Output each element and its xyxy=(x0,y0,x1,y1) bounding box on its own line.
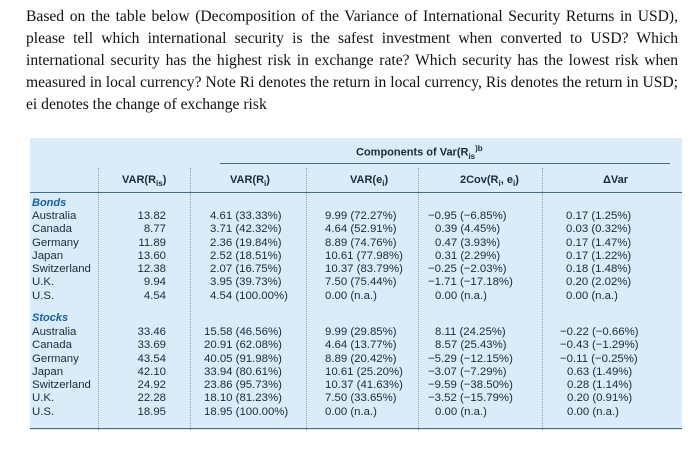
col-header-var-ris: $VAR(R_{is})$ xyxy=(122,174,167,189)
group-header xyxy=(356,144,483,161)
cell: 15.58 (46.56%) xyxy=(204,326,282,338)
cell: 8.89 (20.42%) xyxy=(325,352,397,365)
row-name: U.S. xyxy=(32,289,55,302)
cell: 10.61 (25.20%) xyxy=(325,365,403,378)
stocks-cov xyxy=(428,326,513,419)
cell: 4.64 (13.77%) xyxy=(325,339,397,352)
cell: 0.17 (1.25%) xyxy=(566,210,632,222)
cell: 40.05 (91.98%) xyxy=(204,352,282,365)
cell: 24.92 xyxy=(137,379,166,392)
cell: −0.95 (−6.85%) xyxy=(428,210,507,222)
cell: 7.50 (33.65%) xyxy=(325,392,397,405)
cell: −3.07 (−7.29%) xyxy=(428,365,507,378)
cell: 0.17 (1.47%) xyxy=(566,236,632,249)
stocks-var-ri xyxy=(204,326,288,419)
group-header-rule xyxy=(220,163,670,164)
col-separator xyxy=(190,168,191,430)
cell: 18.95 (100.00%) xyxy=(204,405,289,418)
cell: 18.10 (81.23%) xyxy=(204,392,282,405)
cell: 0.00 (n.a.) xyxy=(325,405,377,418)
cell: 0.00 (n.a.) xyxy=(566,289,618,302)
cell: 0.00 (n.a.) xyxy=(325,289,377,302)
cell: 10.37 (41.63%) xyxy=(325,379,403,392)
bonds-dvar xyxy=(566,210,631,303)
row-name: U.S. xyxy=(32,405,55,418)
stocks-var-ris xyxy=(120,326,166,419)
row-name: Switzerland xyxy=(32,263,91,276)
cell: 4.61 (33.33%) xyxy=(210,210,282,222)
col-separator xyxy=(98,168,99,430)
row-name: Japan xyxy=(32,365,64,378)
cell: 4.64 (52.91%) xyxy=(325,223,397,236)
col-separator xyxy=(418,168,419,430)
cell: −0.11 (−0.25%) xyxy=(560,352,638,365)
cell: 13.60 xyxy=(137,249,166,262)
cell: 3.95 (39.73%) xyxy=(210,276,282,289)
section-label-bonds: Bonds xyxy=(32,197,67,209)
cell: −0.25 (−2.03%) xyxy=(428,263,507,276)
cell: 0.03 (0.32%) xyxy=(566,223,632,236)
col-separator xyxy=(542,168,543,430)
cell: 8.77 xyxy=(143,223,166,236)
cell: 20.91 (62.08%) xyxy=(204,339,282,352)
group-header-sup: )b xyxy=(475,144,483,153)
cell: 8.11 (24.25%) xyxy=(435,326,506,338)
group-header-sub: is xyxy=(468,151,476,161)
header-rule xyxy=(30,192,682,193)
cell: 33.94 (80.61%) xyxy=(204,365,282,378)
row-name: Australia xyxy=(32,326,77,338)
cell: 12.38 xyxy=(137,263,166,276)
row-name: Germany xyxy=(32,352,79,365)
question-text: Based on the table below (Decomposition of the Variance of International Security Returns in USD), please tell which international security is the safest investment when converted to USD? Which international security has the highest risk in exchange rate? Which security has the lowest risk when measured in local currency? Note Ri denotes the return in local currency, Ris denotes the return in USD; ei denotes the change of exchange risk xyxy=(26,8,678,113)
cell: 0.18 (1.48%) xyxy=(566,263,632,276)
col-header-var-ri: $VAR(R_i)$ xyxy=(230,174,270,189)
row-name: Canada xyxy=(32,223,72,236)
cell: 4.54 xyxy=(143,289,166,302)
cell: 23.86 (95.73%) xyxy=(204,379,282,392)
cell: 8.57 (25.43%) xyxy=(435,339,507,352)
cell: 0.00 (n.a.) xyxy=(435,405,487,418)
bonds-var-ris xyxy=(120,210,166,303)
cell: −5.29 (−12.15%) xyxy=(428,352,513,365)
cell: −0.22 (−0.66%) xyxy=(560,326,639,338)
cell: 2.52 (18.51%) xyxy=(210,249,282,262)
table-bottom-rule xyxy=(30,428,682,429)
cell: 43.54 xyxy=(137,352,166,365)
bonds-names xyxy=(32,210,91,303)
cell: 0.63 (1.49%) xyxy=(567,365,633,378)
cell: 10.37 (83.79%) xyxy=(325,263,403,276)
cell: 18.95 xyxy=(137,405,166,418)
variance-decomposition-table xyxy=(30,138,682,430)
cell: 9.94 xyxy=(143,276,166,289)
cell: 9.99 (29.85%) xyxy=(325,326,397,338)
col-header-cov: $2Cov(R_i$, $e_i$) xyxy=(460,174,519,189)
bonds-var-ei xyxy=(325,210,403,303)
cell: 0.31 (2.29%) xyxy=(435,249,501,262)
row-name: U.K. xyxy=(32,392,55,405)
row-name: Germany xyxy=(32,236,79,249)
cell: 33.69 xyxy=(137,339,166,352)
stocks-dvar xyxy=(560,326,639,419)
row-name: U.K. xyxy=(32,276,55,289)
cell: 0.20 (0.91%) xyxy=(567,392,633,405)
cell: 10.61 (77.98%) xyxy=(325,249,403,262)
bonds-cov xyxy=(428,210,513,303)
cell: 0.39 (4.45%) xyxy=(435,223,501,236)
cell: 2.36 (19.84%) xyxy=(210,236,282,249)
cell: 11.89 xyxy=(138,236,166,249)
col-header-var-ei: $VAR(e_i)$ xyxy=(350,174,389,189)
cell: −3.52 (−15.79%) xyxy=(428,392,513,405)
col-header-delta-var: ΔVar xyxy=(603,174,629,186)
cell: 0.00 (n.a.) xyxy=(567,405,619,418)
cell: 7.50 (75.44%) xyxy=(325,276,397,289)
col-separator xyxy=(306,168,307,430)
section-label-stocks: Stocks xyxy=(32,312,69,324)
cell: 0.20 (2.02%) xyxy=(566,276,632,289)
row-name: Switzerland xyxy=(32,379,91,392)
cell: 2.07 (16.75%) xyxy=(210,263,282,276)
row-name: Japan xyxy=(32,249,64,262)
cell: −9.59 (−38.50%) xyxy=(428,379,513,392)
group-header-text: Components of Var(R xyxy=(356,146,469,159)
cell: 3.71 (42.32%) xyxy=(210,223,282,236)
cell: 0.00 (n.a.) xyxy=(435,289,487,302)
cell: 33.46 xyxy=(137,326,166,338)
cell: 0.47 (3.93%) xyxy=(435,236,501,249)
stocks-names xyxy=(32,326,91,419)
row-name: Australia xyxy=(32,210,77,222)
stocks-var-ei xyxy=(325,326,403,419)
cell: 42.10 xyxy=(137,365,166,378)
cell: 0.17 (1.22%) xyxy=(566,249,632,262)
cell: 13.82 xyxy=(137,210,166,222)
cell: 9.99 (72.27%) xyxy=(325,210,397,222)
cell: 4.54 (100.00%) xyxy=(210,289,288,302)
bonds-var-ri xyxy=(210,210,288,303)
cell: 22.28 xyxy=(137,392,166,405)
cell: 8.89 (74.76%) xyxy=(325,236,397,249)
cell: −1.71 (−17.18%) xyxy=(428,276,513,289)
cell: −0.43 (−1.29%) xyxy=(560,339,639,352)
row-name: Canada xyxy=(32,339,72,352)
cell: 0.28 (1.14%) xyxy=(567,379,633,392)
